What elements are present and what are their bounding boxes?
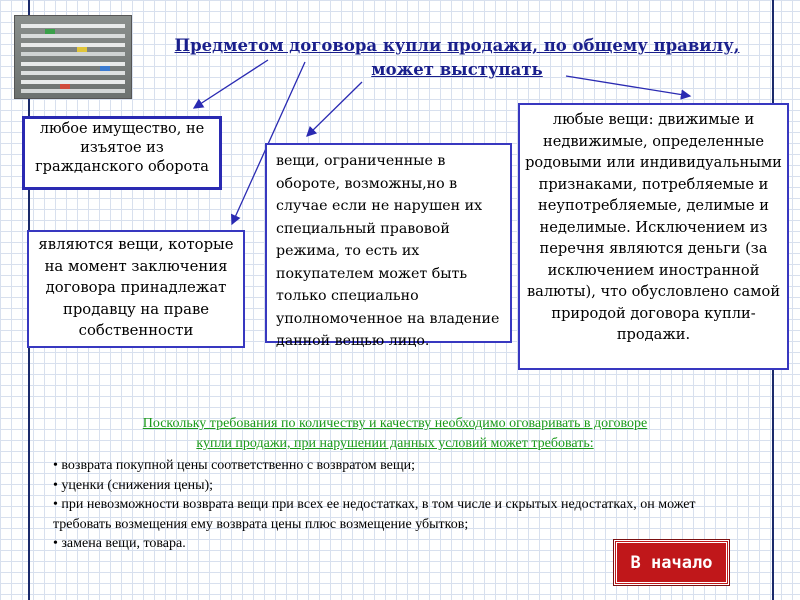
box-seller-owned: являются вещи, которые на момент заключения договора принадлежат продавцу на праве собственности	[27, 230, 245, 348]
box-restricted-things: вещи, ограниченные в обороте, возможны,но в случае если не нарушен их специальный правовой режима, то есть их покупателем может быть только специально уполномоченное на владение данной вещью лицо.	[265, 143, 512, 343]
box-any-things: любые вещи: движимые и недвижимые, определенные родовыми или индивидуальными признаками, потребляемые и неупотребляемые, делимые и неделимые. Исключением из перечня являются деньги (за исключением иностранной валюты), что обусловлено самой природой договора купли-продажи.	[518, 103, 789, 370]
home-button[interactable]: В начало	[614, 540, 729, 585]
requirements-intro-line-2: купли продажи, при нарушении данных условий может требовать:	[196, 436, 594, 451]
arrow-to-restricted	[307, 82, 362, 136]
arrow-to-any-things	[566, 76, 690, 96]
arrow-to-any-property	[194, 60, 268, 108]
requirements-intro	[60, 414, 730, 454]
title-line-1: Предметом договора купли продажи, по общему правилу,	[174, 36, 740, 55]
requirements-list	[53, 456, 743, 554]
list-item: • возврата покупной цены соответственно с возвратом вещи;	[53, 458, 415, 473]
list-item: • уценки (снижения цены);	[53, 477, 214, 493]
list-item: • замена вещи, товара.	[53, 536, 186, 551]
requirements-intro-line-1: Поскольку требования по количеству и качеству необходимо оговаривать в договоре	[142, 416, 648, 431]
title-line-2: может выступать	[371, 60, 543, 79]
list-item: • при невозможности возврата вещи при всех ее недостатках, в том числе и скрытых недостатках, он может требовать возмещения ему возврата цены плюс возмещение убытков;	[53, 497, 696, 532]
box-any-property: любое имущество, не изъятое из гражданского оборота	[22, 116, 222, 190]
